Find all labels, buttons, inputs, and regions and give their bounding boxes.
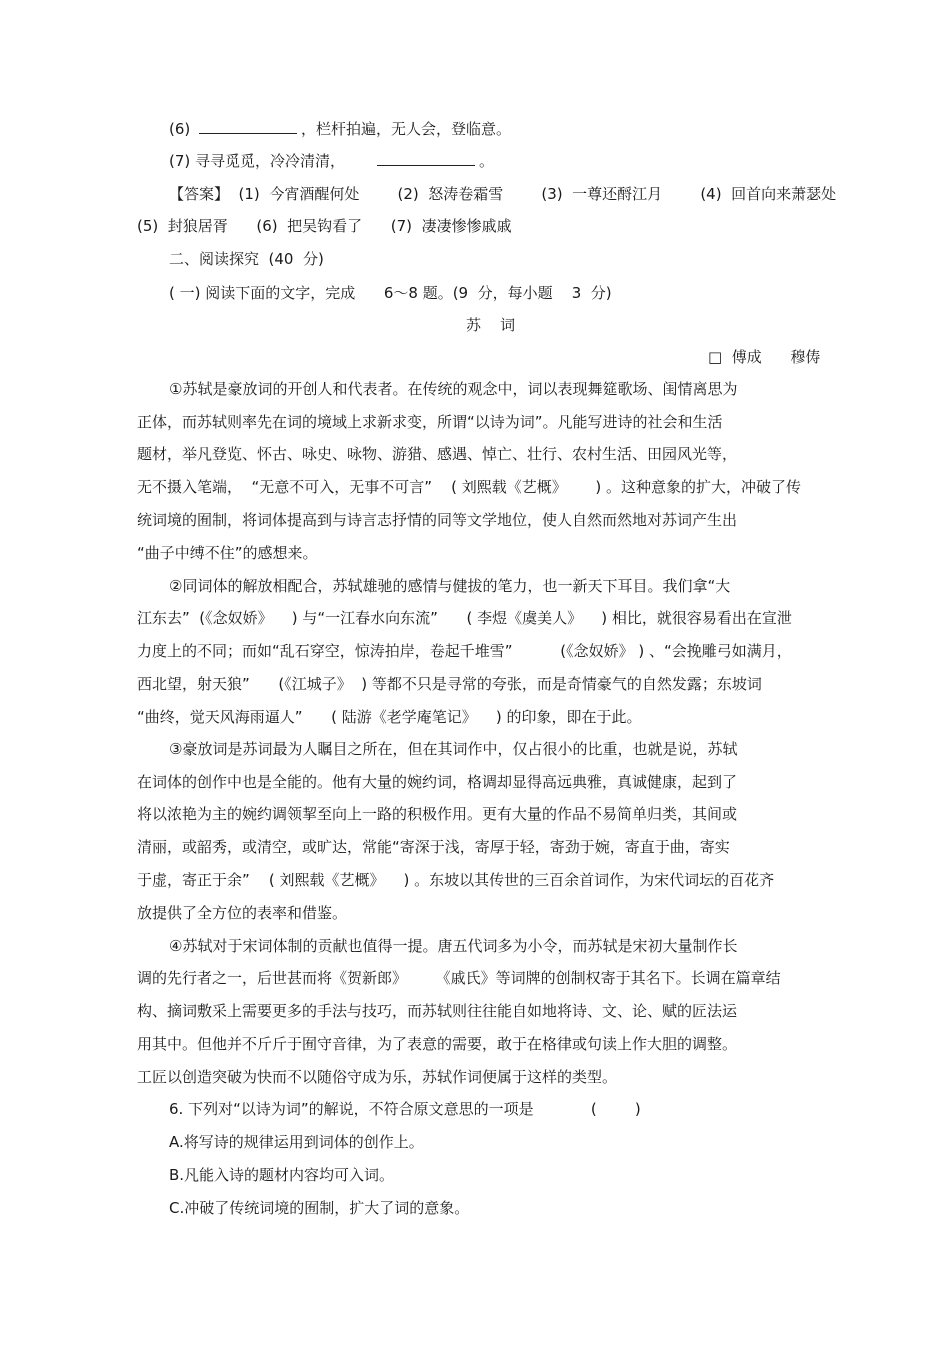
question-stem: 6. 下列对“以诗为词”的解说，不符合原文意思的一项是 ( ): [169, 1100, 641, 1118]
paragraph-line: 清丽，或韶秀，或清空，或旷达，常能“寄深于浅，寄厚于轻，寄劲于婉，寄直于曲，寄实: [137, 838, 730, 856]
paragraph-line: 调的先行者之一，后世甚而将《贺新郎》 《戚氏》等词牌的创制权寄于其名下。长调在篇章结: [137, 969, 781, 987]
answer-blank: [377, 151, 475, 166]
paragraph-line: 于虚，寄正于余” ( 刘熙载《艺概》 ) 。东坡以其传世的三百余首词作，为宋代词坛的百花齐: [137, 871, 775, 889]
paragraph-line: 无不摄入笔端， “无意不可入，无事不可言” ( 刘熙载《艺概》 ) 。这种意象的扩大，冲破了传: [137, 478, 802, 496]
paragraph-line: “曲终，觉天风海雨逼人” ( 陆游《老学庵笔记》 ) 的印象，即在于此。: [137, 708, 642, 726]
question-line-6: [169, 118, 511, 140]
answer-line: 【答案】 (1) 今宵酒醒何处 (2) 怒涛卷霜雪 (3) 一尊还酹江月 (4) 回首向来萧瑟处: [169, 185, 837, 203]
paragraph-line: 西北望，射天狼” (《江城子》 ) 等都不只是寻常的夸张，而是奇情豪气的自然发露；东坡词: [137, 675, 762, 693]
question-text: ，栏杆拍遍，无人会，登临意。: [301, 120, 512, 138]
paragraph-line: 力度上的不同；而如“乱石穿空，惊涛拍岸，卷起千堆雪” (《念奴娇》 ) 、“会挽雕弓如满月，: [137, 642, 792, 660]
paragraph-line: 在词体的创作中也是全能的。他有大量的婉约词，格调却显得高远典雅，真诚健康，起到了: [137, 773, 738, 791]
paragraph-line: 正体，而苏轼则率先在词的境域上求新求变，所谓“以诗为词”。凡能写进诗的社会和生活: [137, 413, 723, 431]
section-heading: 二、阅读探究 (40 分): [169, 250, 324, 268]
article-author: □ 傅成 穆俦: [708, 348, 821, 366]
question-number: (6): [169, 120, 191, 138]
question-line-7: [169, 150, 494, 172]
paragraph-line: ③豪放词是苏词最为人瞩目之所在，但在其词作中，仅占很小的比重，也就是说，苏轼: [169, 740, 738, 758]
paragraph-line: 构、摘词敷采上需要更多的手法与技巧，而苏轼则往往能自如地将诗、文、论、赋的匠法运: [137, 1002, 738, 1020]
article-title: 苏 词: [466, 316, 516, 334]
option-a: A.将写诗的规律运用到词体的创作上。: [169, 1133, 424, 1151]
question-text: 。: [479, 152, 495, 170]
paragraph-line: 用其中。但他并不斤斤于囿守音律，为了表意的需要，敢于在格律或句读上作大胆的调整。: [137, 1035, 738, 1053]
paragraph-line: 题材，举凡登览、怀古、咏史、咏物、游猎、感遇、悼亡、壮行、农村生活、田园风光等，: [137, 445, 738, 463]
option-b: B.凡能入诗的题材内容均可入词。: [169, 1166, 395, 1184]
paragraph-line: “曲子中缚不住”的感想来。: [137, 544, 318, 562]
paragraph-line: 江东去” (《念奴娇》 ) 与“一江春水向东流” ( 李煜《虞美人》 ) 相比，就很容易看出在宣泄: [137, 609, 792, 627]
paragraph-line: ①苏轼是豪放词的开创人和代表者。在传统的观念中，词以表现舞筵歌场、闺情离思为: [169, 380, 738, 398]
answer-line: (5) 封狼居胥 (6) 把吴钩看了 (7) 凄凄惨惨戚戚: [137, 217, 512, 235]
section-instruction: ( 一) 阅读下面的文字，完成 6～8 题。(9 分，每小题 3 分): [169, 284, 612, 302]
option-c: C.冲破了传统词境的囿制，扩大了词的意象。: [169, 1199, 470, 1217]
paragraph-line: 工匠以创造突破为快而不以随俗守成为乐，苏轼作词便属于这样的类型。: [137, 1068, 618, 1086]
question-text: (7) 寻寻觅觅，冷冷清清，: [169, 152, 346, 170]
paragraph-line: ②同词体的解放相配合，苏轼雄驰的感情与健拔的笔力，也一新天下耳目。我们拿“大: [169, 577, 731, 595]
paragraph-line: 放提供了全方位的表率和借鉴。: [137, 904, 348, 922]
paragraph-line: ④苏轼对于宋词体制的贡献也值得一提。唐五代词多为小令，而苏轼是宋初大量制作长: [169, 937, 738, 955]
paragraph-line: 将以浓艳为主的婉约调领挈至向上一路的积极作用。更有大量的作品不易简单归类，其间或: [137, 805, 738, 823]
paragraph-line: 统词境的囿制，将词体提高到与诗言志抒情的同等文学地位，使人自然而然地对苏词产生出: [137, 511, 738, 529]
answer-blank: [199, 119, 297, 134]
